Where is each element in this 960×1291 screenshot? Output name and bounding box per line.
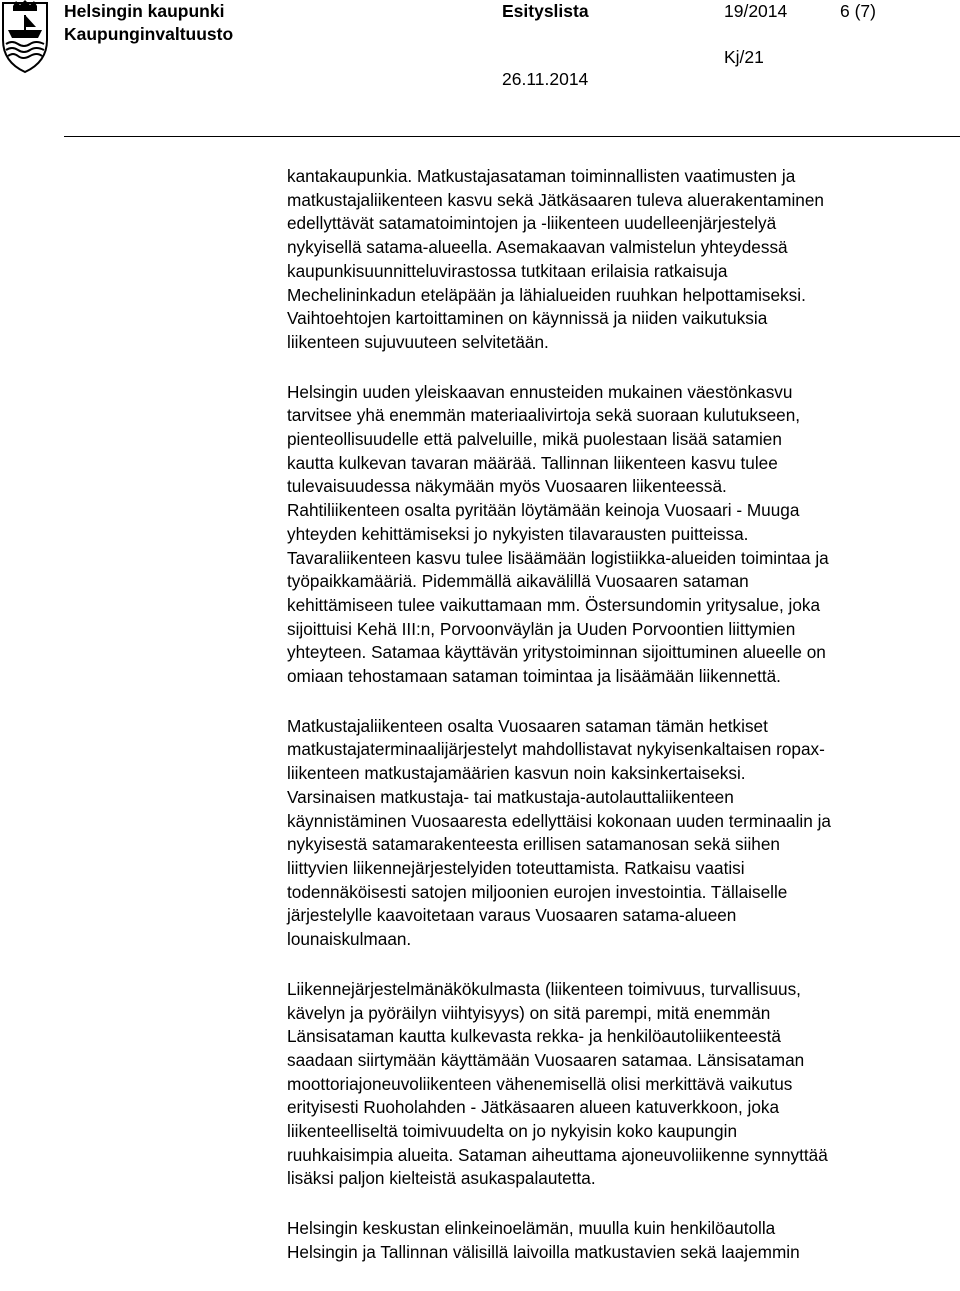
text-line: nykyisellä satama-alueella. Asemakaavan valmistelun yhteydessä (287, 237, 788, 258)
header-divider (64, 136, 960, 137)
text-line: liikenteen matkustajamäärien kasvun noin kaksinkertaiseksi. (287, 763, 746, 784)
text-line: pienteollisuudelle että palveluille, mikä puolestaan lisää satamien (287, 429, 782, 450)
text-line: Helsingin ja Tallinnan välisillä laivoilla matkustavien sekä laajemmin (287, 1241, 800, 1262)
text-line: järjestelylle kaavoitetaan varaus Vuosaaren satama-alueen (287, 905, 737, 926)
text-line: käynnistäminen Vuosaaresta edellyttäisi kokonaan uuden terminaalin ja (287, 810, 831, 831)
text-line: Liikennejärjestelmänäkökulmasta (liikenteen toimivuus, turvallisuus, (287, 978, 801, 999)
text-line: Länsisataman kautta kulkevasta rekka- ja henkilöautoliikenteestä (287, 1026, 781, 1047)
paragraph-3 (287, 715, 951, 952)
text-line: erityisesti Ruoholahden - Jätkäsaaren alueen katuverkkoon, joka (287, 1097, 780, 1118)
text-line: kaupunkisuunnitteluvirastossa tutkitaan erilaisia ratkaisuja (287, 260, 728, 281)
text-line: yhteyteen. Satamaa käyttävän yritystoiminnan sijoittuminen alueelle on (287, 642, 826, 663)
text-line: kehittämiseen tulee vaikuttamaan mm. Östersundomin yritysalue, joka (287, 594, 821, 615)
text-line: Varsinaisen matkustaja- tai matkustaja-autolauttaliikenteen (287, 786, 734, 807)
document-body (287, 165, 951, 1291)
text-line: kävelyn ja pyöräilyn viihtyisyys) on sitä parempi, mitä enemmän (287, 1002, 771, 1023)
text-line: Matkustajaliikenteen osalta Vuosaaren sataman tämän hetkiset (287, 715, 768, 736)
text-line: Rahtiliikenteen osalta pyritään löytämään keinoja Vuosaari - Muuga (287, 500, 800, 521)
text-line: matkustajaterminaalijärjestelyt mahdollistavat nykyisenkaltaisen ropax- (287, 739, 825, 760)
text-line: edellyttävät satamatoimintojen ja -liikenteen uudelleenjärjestelyä (287, 213, 777, 234)
text-line: Helsingin uuden yleiskaavan ennusteiden mukainen väestönkasvu (287, 381, 793, 402)
paragraph-5 (287, 1217, 951, 1264)
text-line: liikenteen sujuvuuteen selvitetään. (287, 331, 549, 352)
page-number: 6 (7) (840, 1, 876, 21)
text-line: Helsingin keskustan elinkeinoelämän, muulla kuin henkilöautolla (287, 1218, 776, 1239)
text-line: moottoriajoneuvoliikenteen vähenemisellä olisi merkittävä vaikutus (287, 1073, 793, 1094)
text-line: todennäköisesti satojen miljoonien eurojen investointia. Tällaiselle (287, 881, 788, 902)
text-line: kautta kulkevan tavaran määrää. Tallinnan liikenteen kasvu tulee (287, 452, 778, 473)
text-line: saadaan siirtymään käyttämään Vuosaaren satamaa. Länsisataman (287, 1049, 805, 1070)
document-number: 19/2014 (724, 1, 788, 21)
organization-name: Helsingin kaupunki (64, 1, 225, 21)
text-line: kantakaupunkia. Matkustajasataman toiminnallisten vaatimusten ja (287, 166, 796, 186)
text-line: yhteyden kehittämiseksi jo nykyisten tilavarausten puitteissa. (287, 523, 749, 544)
text-line: lisäksi paljon kielteistä asukaspalautetta. (287, 1168, 596, 1189)
text-line: sijoittuisi Kehä III:n, Porvoonväylän ja Uuden Porvoontien liittymien (287, 618, 796, 639)
text-line: omiaan tehostamaan sataman toimintaa ja lisäämään liikennettä. (287, 666, 781, 687)
meeting-date: 26.11.2014 (502, 69, 589, 89)
text-line: Tavaraliikenteen kasvu tulee lisäämään logistiikka-alueiden toimintaa ja (287, 547, 829, 568)
text-line: tulevaisuudessa näkymään myös Vuosaaren liikenteessä. (287, 476, 727, 497)
text-line: Vaihtoehtojen kartoittaminen on käynnissä ja niiden vaikutuksia (287, 308, 768, 329)
text-line: ruuhkaisimpia alueita. Sataman aiheuttama ajoneuvoliikenne synnyttää (287, 1144, 828, 1165)
text-line: tarvitsee yhä enemmän materiaalivirtoja sekä suoraan kulutukseen, (287, 405, 801, 426)
text-line: liittyvien liikennejärjestelyiden toteuttamista. Ratkaisu vaatisi (287, 857, 745, 878)
council-name: Kaupunginvaltuusto (64, 24, 234, 44)
paragraph-2 (287, 381, 951, 689)
helsinki-crest-icon (0, 0, 50, 74)
paragraph-1 (287, 165, 951, 355)
document-type: Esityslista (502, 1, 589, 21)
text-line: nykyisestä satamarakenteesta erillisen satamanosan sekä siihen (287, 834, 780, 855)
text-line: liikenteelliseltä toimivuudelta on jo nykyisin koko kaupungin (287, 1121, 737, 1142)
text-line: työpaikkamääriä. Pidemmällä aikavälillä Vuosaaren sataman (287, 571, 749, 592)
section-code: Kj/21 (724, 47, 764, 67)
text-line: matkustajaliikenteen kasvu sekä Jätkäsaaren tuleva aluerakentaminen (287, 189, 824, 210)
paragraph-4 (287, 978, 951, 1191)
text-line: lounaiskulmaan. (287, 929, 412, 950)
text-line: Mechelininkadun eteläpään ja lähialueiden ruuhkan helpottamiseksi. (287, 284, 806, 305)
